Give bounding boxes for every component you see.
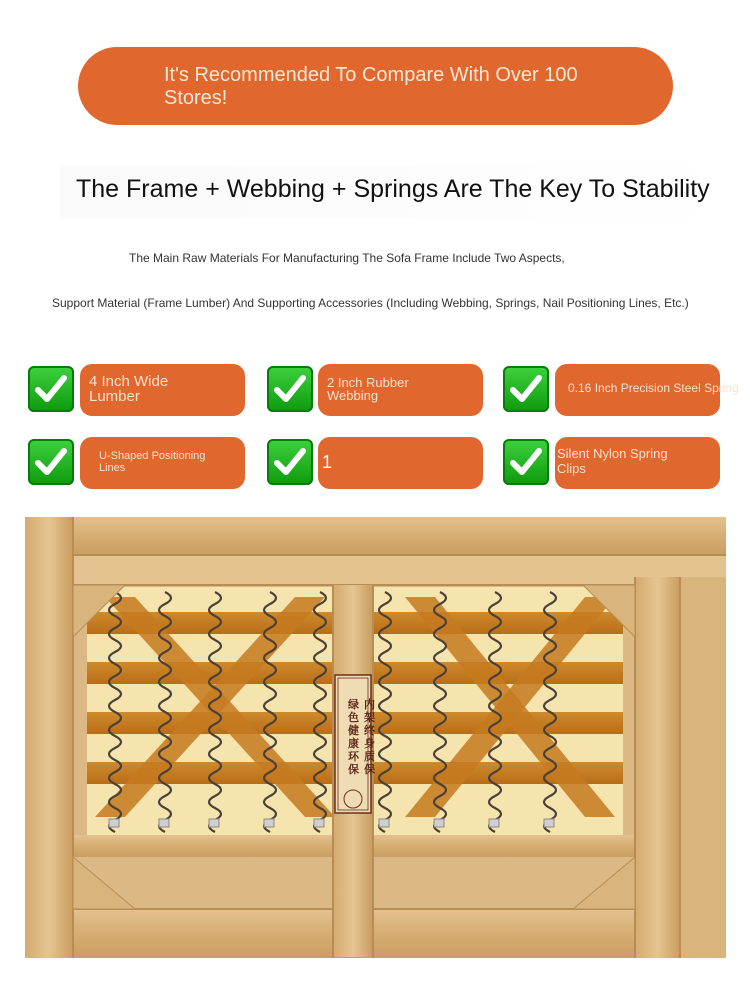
check-icon	[503, 439, 549, 485]
feature-label: Silent Nylon Spring Clips	[557, 446, 668, 476]
check-icon	[267, 366, 313, 412]
check-icon	[267, 439, 313, 485]
promo-banner	[78, 47, 673, 125]
warranty-label-text-1: 内架终身质保	[364, 699, 375, 776]
feature-pill-nails	[318, 437, 483, 489]
feature-label: 1	[322, 452, 333, 472]
feature-label: U-Shaped Positioning Lines	[99, 450, 206, 474]
warranty-label-text-2: 绿色健康环保	[348, 699, 359, 776]
sofa-frame-photo	[25, 517, 726, 958]
feature-pill-lumber	[80, 364, 245, 416]
feature-label: 4 Inch Wide Lumber	[89, 373, 169, 405]
description-line-1: The Main Raw Materials For Manufacturing The Sofa Frame Include Two Aspects,	[129, 251, 565, 265]
check-icon	[28, 366, 74, 412]
check-icon	[28, 439, 74, 485]
promo-banner-text: It's Recommended To Compare With Over 100 Stores!	[164, 64, 578, 109]
feature-pill-webbing	[318, 364, 483, 416]
headline-strip	[60, 166, 750, 218]
feature-pill-positioning-lines	[80, 437, 245, 489]
feature-label: 2 Inch Rubber Webbing	[327, 375, 409, 403]
feature-label: 0.16 Inch Precision Steel Spring	[568, 381, 739, 395]
description-line-2: Support Material (Frame Lumber) And Supporting Accessories (Including Webbing, Springs, Nail Positioning Lines, Etc.)	[52, 296, 689, 310]
page-title: The Frame + Webbing + Springs Are The Key To Stability	[76, 175, 710, 203]
feature-pill-clips	[555, 437, 720, 489]
feature-pill-spring	[555, 364, 739, 416]
check-icon	[503, 366, 549, 412]
